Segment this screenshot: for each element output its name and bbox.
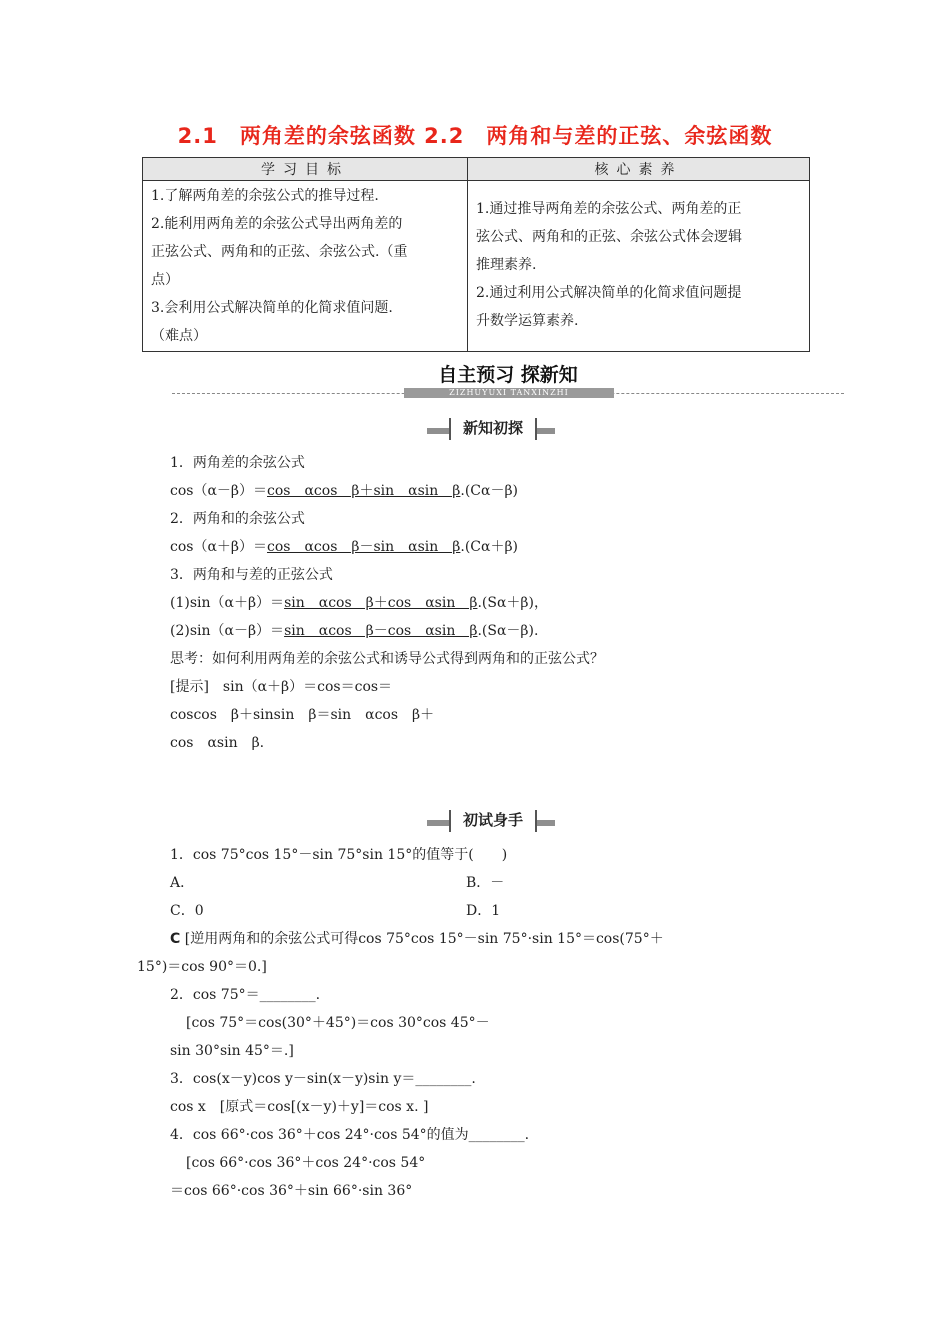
literacy-cell [468,181,810,352]
formula-lhs: (1)sin（α＋β）＝ [170,595,285,611]
goals-cell [143,181,468,352]
banner-label: 新知初探 [449,418,537,440]
goal-line: （难点） [151,328,207,344]
question-3: 3．cos(x－y)cos y－sin(x－y)sin y＝________. [170,1071,476,1087]
question-2: 2．cos 75°＝________. [170,987,321,1003]
formula-lhs: cos（α＋β）＝ [170,539,268,555]
formula-line [170,620,538,640]
formula-tag: .(Sα＋β)， [477,595,548,611]
goal-line: 点） [151,272,179,288]
question-4: 4．cos 66°·cos 36°＋cos 24°·cos 54°的值为________. [170,1127,530,1143]
formula-tag: .(Cα－β) [460,483,519,499]
answer-letter: C [170,931,181,947]
formula-answer: cos αcos β－sin αsin β [267,539,461,555]
question-1: 1．cos 75°cos 15°－sin 75°sin 15°的值等于( ) [170,847,508,863]
text-line: 2．两角和的余弦公式 [170,511,305,527]
literacy-line: 推理素养. [476,257,537,273]
text-line: 1．两角差的余弦公式 [170,455,305,471]
hint-line: [提示] sin（α＋β）＝cos＝cos＝ [170,679,393,695]
option-b: B．－ [466,875,505,891]
section-subtitle: ZIZHUYUXI TANXINZHI [404,388,614,398]
hint-line: cos αsin β. [170,735,265,751]
formula-answer: sin αcos β－cos αsin β [284,623,478,639]
literacy-line: 1.通过推导两角差的余弦公式、两角差的正 [476,201,742,217]
formula-line [170,480,518,500]
answer-2: [cos 75°＝cos(30°＋45°)＝cos 30°cos 45°－ [186,1015,490,1031]
formula-tag: .(Cα＋β) [460,539,519,555]
new-knowledge-banner [427,418,555,440]
answer-4-cont: ＝cos 66°·cos 36°＋sin 66°·sin 36° [170,1183,413,1199]
answer-4: [cos 66°·cos 36°＋cos 24°·cos 54° [186,1155,426,1171]
goal-line: 正弦公式、两角和的正弦、余弦公式.（重 [151,244,408,260]
banner-label: 初试身手 [449,810,537,832]
section-banner [172,360,844,398]
think-question: 思考：如何利用两角差的余弦公式和诱导公式得到两角和的正弦公式？ [170,651,604,667]
answer-3: cos x [原式＝cos[(x－y)＋y]＝cos x. ] [170,1099,429,1115]
option-d: D．1 [466,903,501,919]
goals-table [142,157,810,352]
formula-lhs: (2)sin（α－β）＝ [170,623,285,639]
section-title: 自主预习 探新知 [438,364,578,386]
formula-line [170,536,518,556]
formula-answer: sin αcos β＋cos αsin β [284,595,478,611]
first-try-banner [427,810,555,832]
formula-answer: cos αcos β＋sin αsin β [267,483,461,499]
page-title: 2.1 两角差的余弦函数 2.2 两角和与差的正弦、余弦函数 [177,124,773,148]
formula-lhs: cos（α－β）＝ [170,483,268,499]
hint-line: coscos β＋sinsin β＝sin αcos β＋ [170,707,435,723]
option-c: C．0 [170,903,204,919]
goal-line: 3.会利用公式解决简单的化简求值问题. [151,300,393,316]
literacy-line: 升数学运算素养. [476,313,579,329]
answer-2-cont: sin 30°sin 45°＝.] [170,1043,294,1059]
answer-1 [170,928,664,948]
goals-header: 学习目标 [143,158,468,181]
goal-line: 2.能利用两角差的余弦公式导出两角差的 [151,216,403,232]
literacy-header: 核心素养 [468,158,810,181]
answer-1-cont: 15°)＝cos 90°＝0.] [137,959,267,975]
formula-line [170,592,548,612]
goal-line: 1.了解两角差的余弦公式的推导过程. [151,188,379,204]
option-a: A． [170,875,195,891]
formula-tag: .(Sα－β). [477,623,539,639]
literacy-line: 弦公式、两角和的正弦、余弦公式体会逻辑 [476,229,742,245]
answer-text: [逆用两角和的余弦公式可得cos 75°cos 15°－sin 75°·sin 15°＝cos(75°＋ [184,931,664,947]
literacy-line: 2.通过利用公式解决简单的化简求值问题提 [476,285,742,301]
text-line: 3．两角和与差的正弦公式 [170,567,333,583]
